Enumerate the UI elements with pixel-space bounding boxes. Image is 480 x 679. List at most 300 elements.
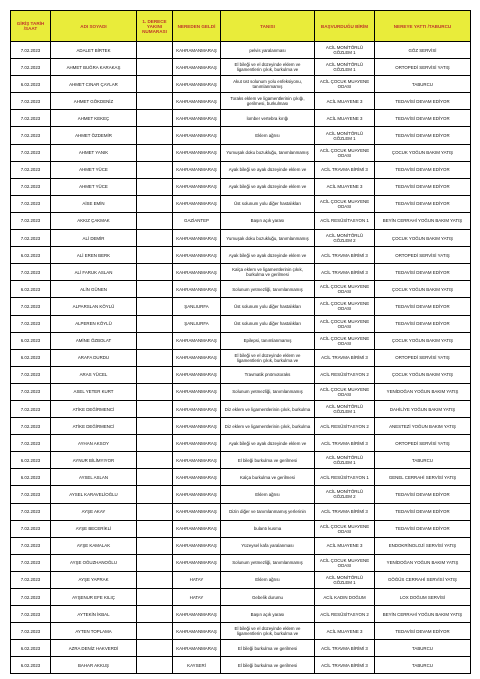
department-cell: ACİL MUAYENE 3 xyxy=(315,623,375,640)
table-row xyxy=(11,264,471,281)
origin-cell: KAHRAMANMARAŞ xyxy=(173,349,221,366)
table-row xyxy=(11,657,471,674)
full-name-cell: AKKIZ ÇAKMAK xyxy=(51,212,137,229)
table-row xyxy=(11,435,471,452)
diagnosis-cell: Başın açık yarası xyxy=(221,606,315,623)
diagnosis-cell: Ayak bileği ve ayak düzeyinde eklem ve xyxy=(221,247,315,264)
full-name-cell: AZRA DENİZ HAKVERDİ xyxy=(51,640,137,657)
relative-number-cell xyxy=(137,127,173,144)
diagnosis-cell: Dizin diğer ve tanımlanmamış yerlerinin xyxy=(221,503,315,520)
department-cell: ACİL TRAVMA BİRİMİ 3 xyxy=(315,657,375,674)
diagnosis-cell: El bileği burkulma ve gerilmesi xyxy=(221,640,315,657)
relative-number-cell xyxy=(137,571,173,588)
disposition-cell: TEDAVİSİ DEVAM EDİYOR xyxy=(375,503,471,520)
disposition-cell: ÇOCUK YOĞUN BAKIM YATIŞ xyxy=(375,144,471,161)
diagnosis-cell: Travmatik pnömotoraks xyxy=(221,366,315,383)
disposition-cell: TEDAVİSİ DEVAM EDİYOR xyxy=(375,520,471,537)
disposition-cell: BEYİN CERRAHİ YOĞUN BAKIM YATIŞ xyxy=(375,606,471,623)
origin-cell: KAHRAMANMARAŞ xyxy=(173,247,221,264)
department-cell: ACİL TRAVMA BİRİMİ 3 xyxy=(315,161,375,178)
header-diagnosis: TANISI xyxy=(221,11,315,42)
relative-number-cell xyxy=(137,42,173,59)
disposition-cell: TEDAVİSİ DEVAM EDİYOR xyxy=(375,315,471,332)
full-name-cell: ATİKE DEĞİRMENCİ xyxy=(51,418,137,435)
origin-cell: KAHRAMANMARAŞ xyxy=(173,110,221,127)
origin-cell: KAHRAMANMARAŞ xyxy=(173,195,221,212)
full-name-cell: ADALET BİRTEK xyxy=(51,42,137,59)
relative-number-cell xyxy=(137,93,173,110)
department-cell: ACİL TRAVMA BİRİMİ 3 xyxy=(315,264,375,281)
diagnosis-cell: Yüzeysel kafa yaralanması xyxy=(221,537,315,554)
origin-cell: KAHRAMANMARAŞ xyxy=(173,537,221,554)
relative-number-cell xyxy=(137,298,173,315)
header-full-name: ADI SOYADI xyxy=(51,11,137,42)
disposition-cell: TEDAVİSİ DEVAM EDİYOR xyxy=(375,178,471,195)
table-row xyxy=(11,76,471,93)
disposition-cell: ORTOPEDİ SERVİSİ YATIŞ xyxy=(375,435,471,452)
diagnosis-cell: bulantı kusma xyxy=(221,520,315,537)
entry-date-cell: 6.02.2023 xyxy=(11,657,51,674)
entry-date-cell: 7.02.2023 xyxy=(11,503,51,520)
origin-cell: KAHRAMANMARAŞ xyxy=(173,144,221,161)
header-row xyxy=(11,11,471,42)
entry-date-cell: 7.02.2023 xyxy=(11,178,51,195)
relative-number-cell xyxy=(137,435,173,452)
full-name-cell: ALİ EREN BERK xyxy=(51,247,137,264)
relative-number-cell xyxy=(137,349,173,366)
full-name-cell: ALİ DEMİR xyxy=(51,230,137,247)
relative-number-cell xyxy=(137,76,173,93)
origin-cell: KAHRAMANMARAŞ xyxy=(173,520,221,537)
header-relative-number: 1. DERECE YAKINI NUMARASI xyxy=(137,11,173,42)
department-cell: ACİL RESÜSİTASYON 2 xyxy=(315,606,375,623)
disposition-cell: BEYİN CERRAHİ YOĞUN BAKIM YATIŞ xyxy=(375,212,471,229)
header-disposition: NEREYE YATTI /TABURCU xyxy=(375,11,471,42)
disposition-cell: ÇOCUK YOĞUN BAKIM YATIŞ xyxy=(375,230,471,247)
disposition-cell: TABURCU xyxy=(375,76,471,93)
relative-number-cell xyxy=(137,554,173,571)
disposition-cell: TEDAVİSİ DEVAM EDİYOR xyxy=(375,110,471,127)
entry-date-cell: 6.02.2023 xyxy=(11,452,51,469)
full-name-cell: AİSE EMİN xyxy=(51,195,137,212)
department-cell: ACİL TRAVMA BİRİMİ 3 xyxy=(315,640,375,657)
department-cell: ACİL ÇOCUK MUAYENE ODASI xyxy=(315,76,375,93)
full-name-cell: AHMET ÖZDEMİR xyxy=(51,127,137,144)
full-name-cell: ATİKE DEĞİRMENCİ xyxy=(51,400,137,417)
origin-cell: KAHRAMANMARAŞ xyxy=(173,76,221,93)
relative-number-cell xyxy=(137,281,173,298)
department-cell: ACİL RESÜSİTASYON 1 xyxy=(315,469,375,486)
diagnosis-cell: Yumuşak doku bozukluğu, tanımlanmamış xyxy=(221,144,315,161)
table-row xyxy=(11,571,471,588)
origin-cell: KAHRAMANMARAŞ xyxy=(173,161,221,178)
header-entry-date: GİRİŞ TARİH /SAAT xyxy=(11,11,51,42)
disposition-cell: TEDAVİSİ DEVAM EDİYOR xyxy=(375,93,471,110)
disposition-cell: ORTOPEDİ SERVİSİ YATIŞ xyxy=(375,349,471,366)
table-row xyxy=(11,127,471,144)
table-row xyxy=(11,161,471,178)
table-row xyxy=(11,247,471,264)
full-name-cell: BAHAR AKKUŞ xyxy=(51,657,137,674)
diagnosis-cell: pelvis yaralanması xyxy=(221,42,315,59)
department-cell: ACİL ÇOCUK MUAYENE ODASI xyxy=(315,332,375,349)
relative-number-cell xyxy=(137,332,173,349)
entry-date-cell: 6.02.2023 xyxy=(11,332,51,349)
relative-number-cell xyxy=(137,178,173,195)
diagnosis-cell: Ayak bileği ve ayak düzeyinde eklem ve xyxy=(221,178,315,195)
disposition-cell: ÇOCUK YOĞUN BAKIM YATIŞ xyxy=(375,332,471,349)
table-row xyxy=(11,42,471,59)
full-name-cell: AYŞENUR EFE KILIÇ xyxy=(51,589,137,606)
relative-number-cell xyxy=(137,400,173,417)
disposition-cell: ÇOCUK YOĞUN BAKIM YATIŞ xyxy=(375,281,471,298)
relative-number-cell xyxy=(137,264,173,281)
full-name-cell: AYTEKİN İKBAL xyxy=(51,606,137,623)
relative-number-cell xyxy=(137,418,173,435)
table-row xyxy=(11,195,471,212)
disposition-cell: ENDOKRİNOLOJİ SERVİSİ YATIŞ xyxy=(375,537,471,554)
full-name-cell: AYŞE BECERİKLİ xyxy=(51,520,137,537)
disposition-cell: ANESTEZİ YOĞUN BAKIM YATIŞ xyxy=(375,418,471,435)
entry-date-cell: 7.02.2023 xyxy=(11,589,51,606)
table-row xyxy=(11,281,471,298)
department-cell: ACİL ÇOCUK MUAYENE ODASI xyxy=(315,144,375,161)
origin-cell: KAHRAMANMARAŞ xyxy=(173,178,221,195)
origin-cell: KAHRAMANMARAŞ xyxy=(173,400,221,417)
department-cell: ACİL MUAYENE 3 xyxy=(315,178,375,195)
disposition-cell: LOX DOĞUM SERVİSİ xyxy=(375,589,471,606)
origin-cell: KAHRAMANMARAŞ xyxy=(173,418,221,435)
relative-number-cell xyxy=(137,161,173,178)
diagnosis-cell: El bileği ve el düzeyinde eklem ve ligamentlerin çıkık, burkulma ve xyxy=(221,623,315,640)
origin-cell: KAHRAMANMARAŞ xyxy=(173,332,221,349)
origin-cell: KAHRAMANMARAŞ xyxy=(173,435,221,452)
table-row xyxy=(11,589,471,606)
department-cell: ACİL ÇOCUK MUAYENE ODASI xyxy=(315,315,375,332)
table-row xyxy=(11,520,471,537)
origin-cell: ŞANLIURFA xyxy=(173,298,221,315)
diagnosis-cell: Eklem ağrısı xyxy=(221,486,315,503)
department-cell: ACİL ÇOCUK MUAYENE ODASI xyxy=(315,298,375,315)
origin-cell: KAHRAMANMARAŞ xyxy=(173,59,221,76)
diagnosis-cell: Solunum yetmezliği, tanımlanmamış xyxy=(221,383,315,400)
full-name-cell: AHMET YANIK xyxy=(51,144,137,161)
department-cell: ACİL ÇOCUK MUAYENE ODASI xyxy=(315,195,375,212)
relative-number-cell xyxy=(137,366,173,383)
diagnosis-cell: Yumuşak doku bozukluğu, tanımlanmamış xyxy=(221,230,315,247)
relative-number-cell xyxy=(137,110,173,127)
entry-date-cell: 6.02.2023 xyxy=(11,281,51,298)
full-name-cell: AYNUR BİLİMYIYOR xyxy=(51,452,137,469)
relative-number-cell xyxy=(137,212,173,229)
department-cell: ACİL TRAVMA BİRİMİ 3 xyxy=(315,503,375,520)
patient-sheet xyxy=(10,10,470,674)
origin-cell: HATAY xyxy=(173,571,221,588)
disposition-cell: TABURCU xyxy=(375,640,471,657)
table-row xyxy=(11,418,471,435)
entry-date-cell: 7.02.2023 xyxy=(11,537,51,554)
diagnosis-cell: Başın açık yarası xyxy=(221,212,315,229)
entry-date-cell: 7.02.2023 xyxy=(11,230,51,247)
origin-cell: KAYSERİ xyxy=(173,657,221,674)
diagnosis-cell: Üst solunum yolu diğer hastalıkları xyxy=(221,315,315,332)
disposition-cell: TABURCU xyxy=(375,452,471,469)
full-name-cell: ARAFA DURDU xyxy=(51,349,137,366)
table-row xyxy=(11,178,471,195)
relative-number-cell xyxy=(137,520,173,537)
department-cell: ACİL RESÜSİTASYON 2 xyxy=(315,366,375,383)
origin-cell: KAHRAMANMARAŞ xyxy=(173,554,221,571)
diagnosis-cell: Diz eklem ve ligamentlerinin çıkık, burkulma xyxy=(221,418,315,435)
diagnosis-cell: Ayak bileği ve ayak düzeyinde eklem ve xyxy=(221,161,315,178)
entry-date-cell: 7.02.2023 xyxy=(11,127,51,144)
disposition-cell: TEDAVİSİ DEVAM EDİYOR xyxy=(375,486,471,503)
disposition-cell: TEDAVİSİ DEVAM EDİYOR xyxy=(375,195,471,212)
relative-number-cell xyxy=(137,589,173,606)
department-cell: ACİL ÇOCUK MUAYENE ODASI xyxy=(315,554,375,571)
relative-number-cell xyxy=(137,623,173,640)
disposition-cell: TEDAVİSİ DEVAM EDİYOR xyxy=(375,161,471,178)
relative-number-cell xyxy=(137,452,173,469)
header-origin: NEREDEN GELDİ xyxy=(173,11,221,42)
diagnosis-cell: lomber vertebra kırığı xyxy=(221,110,315,127)
full-name-cell: AYHAN AKSOY xyxy=(51,435,137,452)
diagnosis-cell: Gebelik durumu xyxy=(221,589,315,606)
diagnosis-cell: Kalça eklem ve ligamentlerinin çıkık, burkulma ve gerilmesi xyxy=(221,264,315,281)
department-cell: ACİL MONİTÖRLÜ GÖZLEM 1 xyxy=(315,571,375,588)
entry-date-cell: 7.02.2023 xyxy=(11,59,51,76)
diagnosis-cell: Eklem ağrısı xyxy=(221,571,315,588)
relative-number-cell xyxy=(137,469,173,486)
entry-date-cell: 6.02.2023 xyxy=(11,349,51,366)
diagnosis-cell: Solunum yetmezliği, tanımlanmamış xyxy=(221,281,315,298)
table-row xyxy=(11,332,471,349)
table-row xyxy=(11,503,471,520)
full-name-cell: AYSEL KARAVELİOĞLU xyxy=(51,486,137,503)
relative-number-cell xyxy=(137,640,173,657)
full-name-cell: AHMET BUĞRA KARAKAŞ xyxy=(51,59,137,76)
table-row xyxy=(11,486,471,503)
diagnosis-cell: Eklem ağrısı xyxy=(221,127,315,144)
entry-date-cell: 7.02.2023 xyxy=(11,486,51,503)
origin-cell: ŞANLIURFA xyxy=(173,315,221,332)
table-row xyxy=(11,537,471,554)
entry-date-cell: 7.02.2023 xyxy=(11,93,51,110)
table-row xyxy=(11,606,471,623)
full-name-cell: ALPEREN KÖYLÜ xyxy=(51,315,137,332)
entry-date-cell: 7.02.2023 xyxy=(11,298,51,315)
origin-cell: KAHRAMANMARAŞ xyxy=(173,383,221,400)
department-cell: ACİL TRAVMA BİRİMİ 3 xyxy=(315,247,375,264)
full-name-cell: AHMET GÖKDENİZ xyxy=(51,93,137,110)
department-cell: ACİL MUAYENE 3 xyxy=(315,537,375,554)
entry-date-cell: 7.02.2023 xyxy=(11,400,51,417)
disposition-cell: GÖĞÜS CERRAHİ SERVİSİ YATIŞ xyxy=(375,571,471,588)
disposition-cell: TEDAVİSİ DEVAM EDİYOR xyxy=(375,298,471,315)
disposition-cell: GENEL CERRAHİ SERVİSİ YATIŞ xyxy=(375,469,471,486)
full-name-cell: AMİNE ÖZBOLAT xyxy=(51,332,137,349)
entry-date-cell: 7.02.2023 xyxy=(11,606,51,623)
relative-number-cell xyxy=(137,195,173,212)
disposition-cell: TABURCU xyxy=(375,657,471,674)
origin-cell: KAHRAMANMARAŞ xyxy=(173,281,221,298)
disposition-cell: ORTOPEDİ SERVİSİ YATIŞ xyxy=(375,59,471,76)
origin-cell: KAHRAMANMARAŞ xyxy=(173,503,221,520)
full-name-cell: AYSEL ASLAN xyxy=(51,469,137,486)
entry-date-cell: 7.02.2023 xyxy=(11,520,51,537)
disposition-cell: TEDAVİSİ DEVAM EDİYOR xyxy=(375,623,471,640)
full-name-cell: ASEL YETER KURT xyxy=(51,383,137,400)
table-row xyxy=(11,93,471,110)
full-name-cell: ALPARSLAN KÖYLÜ xyxy=(51,298,137,315)
entry-date-cell: 6.02.2023 xyxy=(11,76,51,93)
origin-cell: HATAY xyxy=(173,589,221,606)
full-name-cell: AHMET YÜCE xyxy=(51,178,137,195)
origin-cell: KAHRAMANMARAŞ xyxy=(173,452,221,469)
entry-date-cell: 7.02.2023 xyxy=(11,42,51,59)
table-row xyxy=(11,230,471,247)
full-name-cell: AYŞE KAMALAK xyxy=(51,537,137,554)
table-row xyxy=(11,366,471,383)
entry-date-cell: 7.02.2023 xyxy=(11,435,51,452)
diagnosis-cell: El bileği burkulma ve gerilmesi xyxy=(221,452,315,469)
full-name-cell: ALİN GÜNEN xyxy=(51,281,137,298)
disposition-cell: YENİDOĞAN YOĞUN BAKIM YATIŞ xyxy=(375,383,471,400)
disposition-cell: DAHİLİYE YOĞUN BAKIM YATIŞ xyxy=(375,400,471,417)
origin-cell: KAHRAMANMARAŞ xyxy=(173,469,221,486)
table-row xyxy=(11,110,471,127)
table-row xyxy=(11,59,471,76)
full-name-cell: ARAS YÜCEL xyxy=(51,366,137,383)
department-cell: ACİL MUAYENE 3 xyxy=(315,110,375,127)
origin-cell: KAHRAMANMARAŞ xyxy=(173,606,221,623)
relative-number-cell xyxy=(137,144,173,161)
disposition-cell: ÇOCUK YOĞUN BAKIM YATIŞ xyxy=(375,366,471,383)
disposition-cell: GÖZ SERVİSİ xyxy=(375,42,471,59)
relative-number-cell xyxy=(137,606,173,623)
entry-date-cell: 7.02.2023 xyxy=(11,623,51,640)
entry-date-cell: 7.02.2023 xyxy=(11,315,51,332)
table-row xyxy=(11,623,471,640)
table-row xyxy=(11,383,471,400)
table-row xyxy=(11,452,471,469)
table-row xyxy=(11,212,471,229)
table-row xyxy=(11,469,471,486)
origin-cell: KAHRAMANMARAŞ xyxy=(173,127,221,144)
origin-cell: KAHRAMANMARAŞ xyxy=(173,264,221,281)
origin-cell: KAHRAMANMARAŞ xyxy=(173,93,221,110)
diagnosis-cell: Epilepsi, tanımlanmamış xyxy=(221,332,315,349)
relative-number-cell xyxy=(137,537,173,554)
department-cell: ACİL MONİTÖRLÜ GÖZLEM 1 xyxy=(315,42,375,59)
table-row xyxy=(11,349,471,366)
department-cell: ACİL MONİTÖRLÜ GÖZLEM 2 xyxy=(315,486,375,503)
department-cell: ACİL MONİTÖRLÜ GÖZLEM 1 xyxy=(315,127,375,144)
relative-number-cell xyxy=(137,247,173,264)
department-cell: ACİL ÇOCUK MUAYENE ODASI xyxy=(315,520,375,537)
department-cell: ACİL ÇOCUK MUAYENE ODASI xyxy=(315,383,375,400)
full-name-cell: AHMET KEKEÇ xyxy=(51,110,137,127)
table-body xyxy=(11,42,471,674)
entry-date-cell: 6.02.2023 xyxy=(11,640,51,657)
relative-number-cell xyxy=(137,657,173,674)
full-name-cell: AYTEN TOPLAMA xyxy=(51,623,137,640)
table-row xyxy=(11,400,471,417)
diagnosis-cell: El bileği burkulma ve gerilmesi xyxy=(221,657,315,674)
full-name-cell: AHMET CINAR ÇAYLAR xyxy=(51,76,137,93)
origin-cell: KAHRAMANMARAŞ xyxy=(173,42,221,59)
entry-date-cell: 7.02.2023 xyxy=(11,383,51,400)
relative-number-cell xyxy=(137,230,173,247)
department-cell: ACİL MUAYENE 3 xyxy=(315,93,375,110)
relative-number-cell xyxy=(137,486,173,503)
diagnosis-cell: Toraks eklem ve ligamentlerinin çıkığı, gerilmesi, burkulması xyxy=(221,93,315,110)
origin-cell: KAHRAMANMARAŞ xyxy=(173,366,221,383)
disposition-cell: YENİDOĞAN YOĞUN BAKIM YATIŞ xyxy=(375,554,471,571)
origin-cell: KAHRAMANMARAŞ xyxy=(173,623,221,640)
diagnosis-cell: El bileği ve el düzeyinde eklem ve ligamentlerin çıkık, burkulma ve xyxy=(221,59,315,76)
diagnosis-cell: Akut üst solunum yolu enfeksiyonu, tanımlanmamış xyxy=(221,76,315,93)
department-cell: ACİL KADIN DOĞUM xyxy=(315,589,375,606)
disposition-cell: TEDAVİSİ DEVAM EDİYOR xyxy=(375,127,471,144)
full-name-cell: AYŞE YAPRAK xyxy=(51,571,137,588)
entry-date-cell: 7.02.2023 xyxy=(11,264,51,281)
department-cell: ACİL RESÜSİTASYON 1 xyxy=(315,212,375,229)
entry-date-cell: 7.02.2023 xyxy=(11,571,51,588)
origin-cell: KAHRAMANMARAŞ xyxy=(173,230,221,247)
entry-date-cell: 7.02.2023 xyxy=(11,212,51,229)
diagnosis-cell: Solunum yetmezliği, tanımlanmamış xyxy=(221,554,315,571)
diagnosis-cell: El bileği ve el düzeyinde eklem ve ligamentlerin çıkık, burkulma ve xyxy=(221,349,315,366)
origin-cell: KAHRAMANMARAŞ xyxy=(173,486,221,503)
department-cell: ACİL MONİTÖRLÜ GÖZLEM 2 xyxy=(315,230,375,247)
full-name-cell: AHMET YÜCE xyxy=(51,161,137,178)
table-row xyxy=(11,640,471,657)
diagnosis-cell: Üst solunum yolu diğer hastalıkları xyxy=(221,298,315,315)
full-name-cell: ALİ FARUK ASLAN xyxy=(51,264,137,281)
diagnosis-cell: Üst solunum yolu diğer hastalıkları xyxy=(221,195,315,212)
relative-number-cell xyxy=(137,503,173,520)
entry-date-cell: 7.02.2023 xyxy=(11,110,51,127)
origin-cell: KAHRAMANMARAŞ xyxy=(173,640,221,657)
entry-date-cell: 7.02.2023 xyxy=(11,161,51,178)
entry-date-cell: 6.02.2023 xyxy=(11,247,51,264)
origin-cell: GAZİANTEP xyxy=(173,212,221,229)
table-row xyxy=(11,554,471,571)
table-row xyxy=(11,298,471,315)
diagnosis-cell: Diz eklem ve ligamentlerinin çıkık, burkulma xyxy=(221,400,315,417)
header-department: BAŞVURDUĞU BİRİM xyxy=(315,11,375,42)
department-cell: ACİL ÇOCUK MUAYENE ODASI xyxy=(315,281,375,298)
relative-number-cell xyxy=(137,59,173,76)
relative-number-cell xyxy=(137,383,173,400)
disposition-cell: ORTOPEDİ SERVİSİ YATIŞ xyxy=(375,247,471,264)
department-cell: ACİL MONİTÖRLÜ GÖZLEM 1 xyxy=(315,59,375,76)
full-name-cell: AYŞE AKAY xyxy=(51,503,137,520)
entry-date-cell: 7.02.2023 xyxy=(11,554,51,571)
full-name-cell: AYŞE OĞUZHANOĞLU xyxy=(51,554,137,571)
entry-date-cell: 7.02.2023 xyxy=(11,144,51,161)
department-cell: ACİL TRAVMA BİRİMİ 3 xyxy=(315,349,375,366)
department-cell: ACİL RESÜSİTASYON 2 xyxy=(315,418,375,435)
diagnosis-cell: Kalça burkulma ve gerilmesi xyxy=(221,469,315,486)
relative-number-cell xyxy=(137,315,173,332)
department-cell: ACİL MONİTÖRLÜ GÖZLEM 1 xyxy=(315,400,375,417)
entry-date-cell: 7.02.2023 xyxy=(11,418,51,435)
entry-date-cell: 7.02.2023 xyxy=(11,366,51,383)
entry-date-cell: 7.02.2023 xyxy=(11,195,51,212)
diagnosis-cell: Ayak bileği ve ayak düzeyinde eklem ve xyxy=(221,435,315,452)
